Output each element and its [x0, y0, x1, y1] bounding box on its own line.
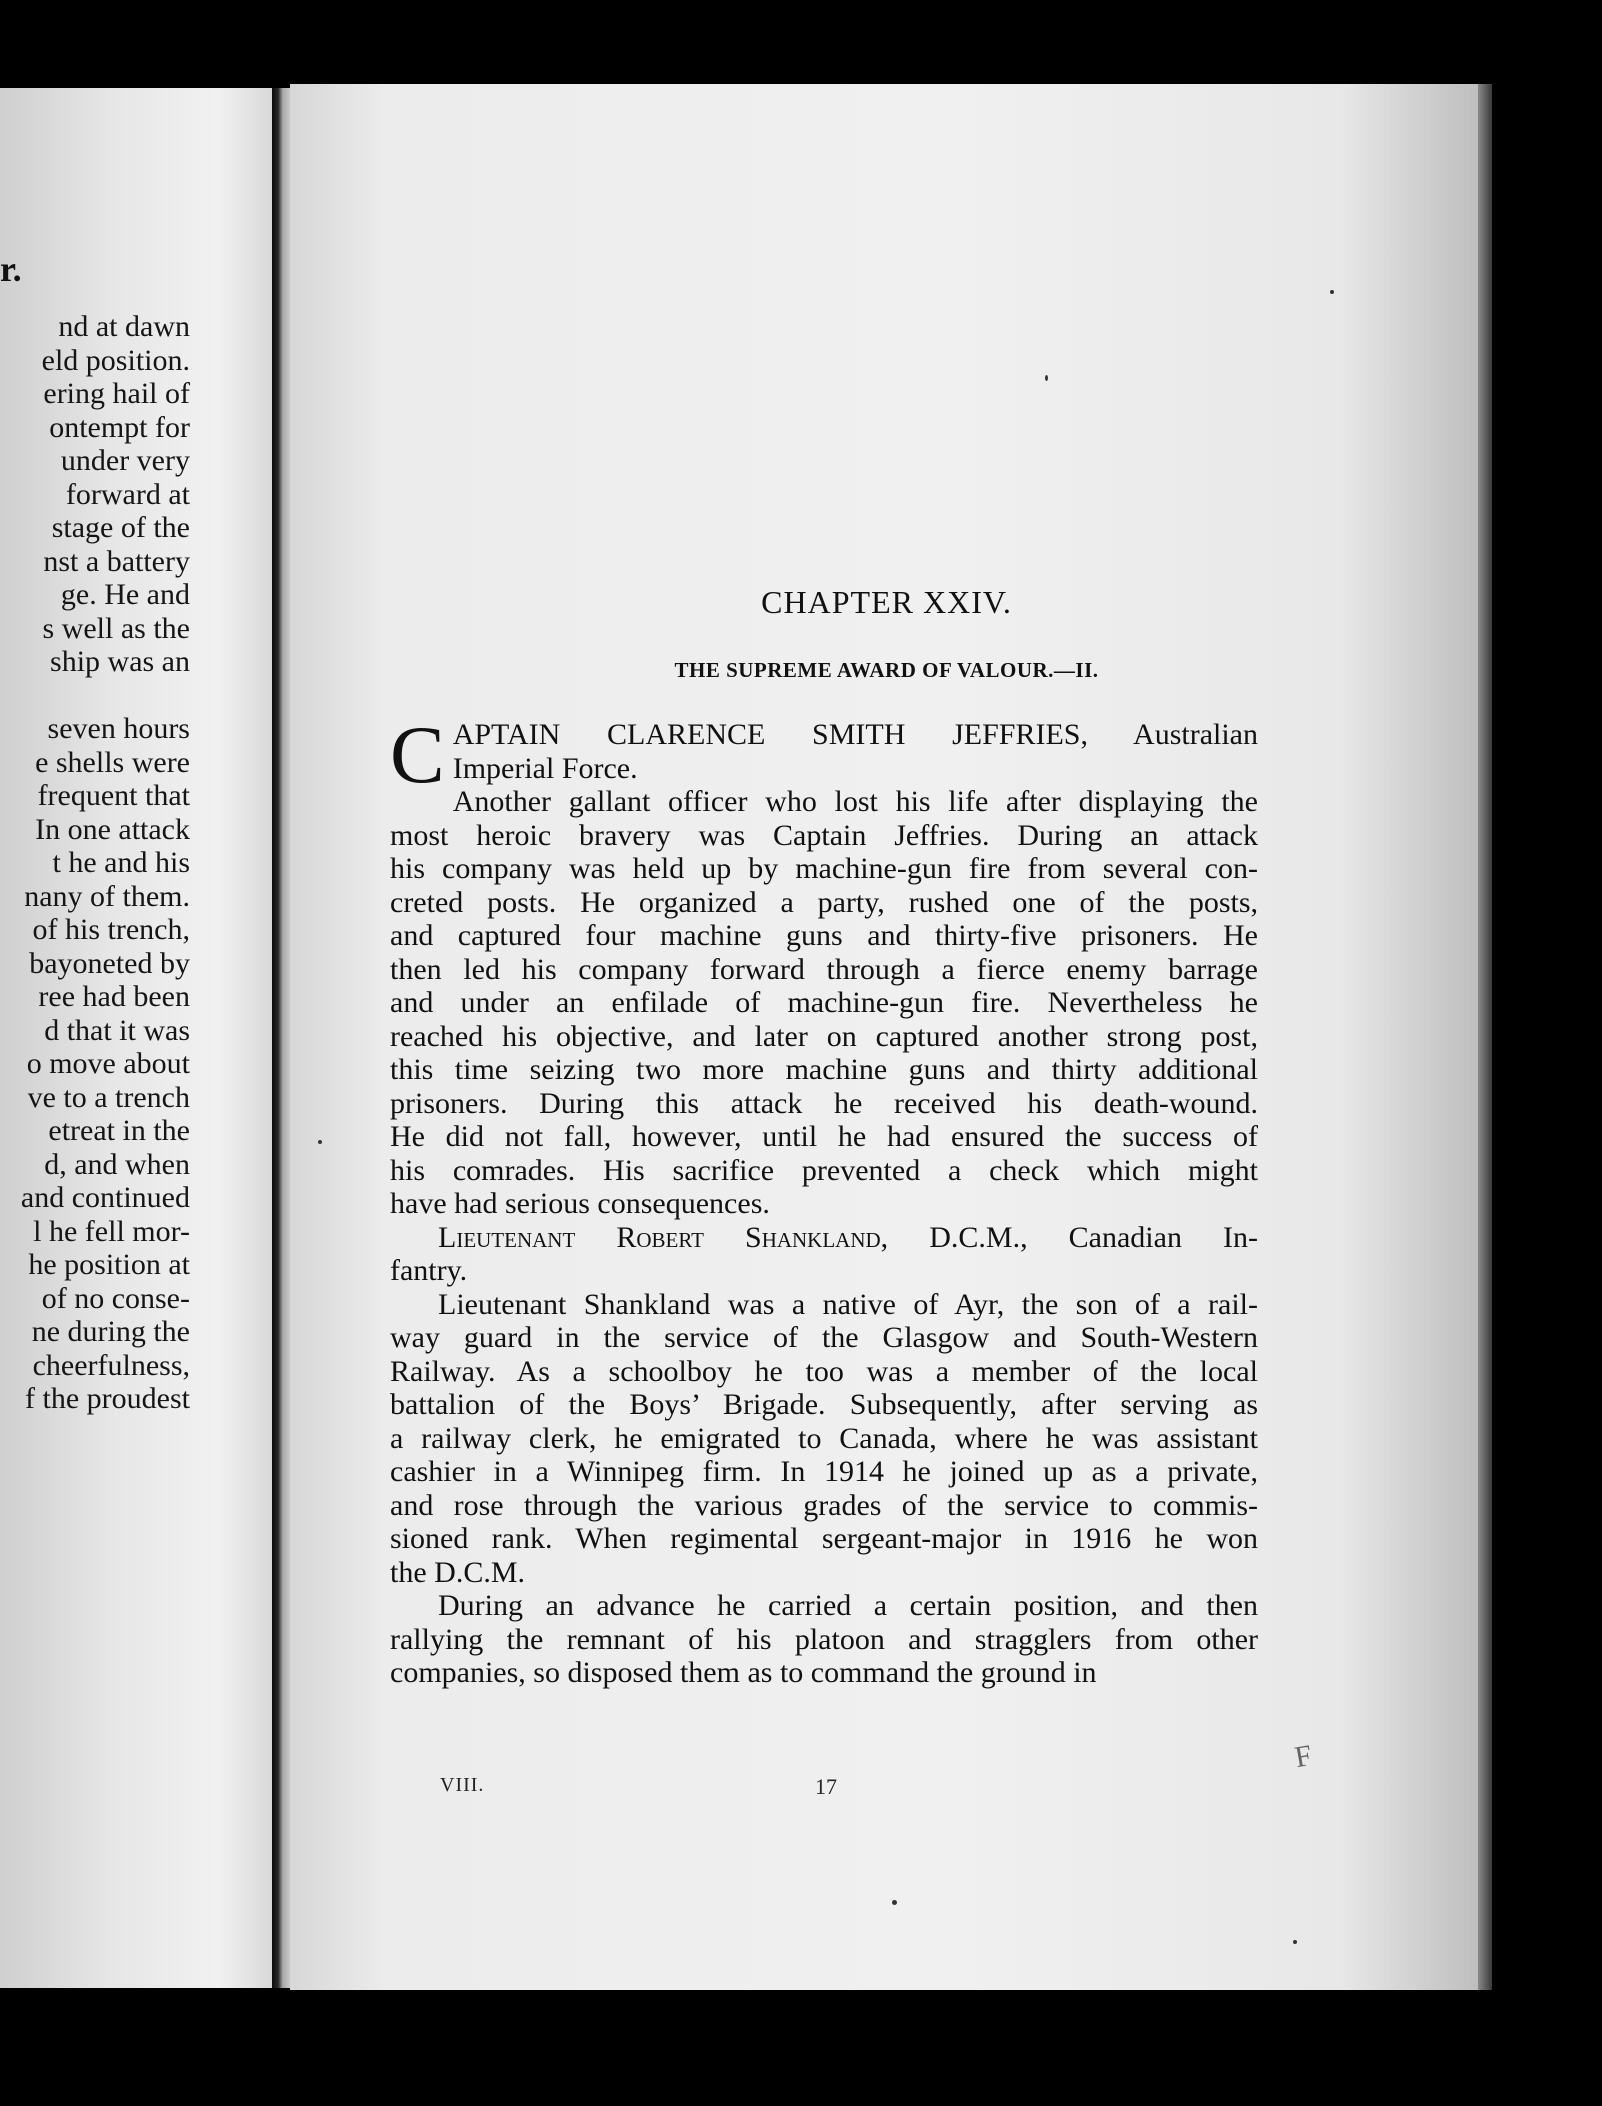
- text-line: companies, so disposed them as to command the ground in: [390, 1656, 1097, 1689]
- left-text-line: nany of them.: [24, 879, 190, 913]
- left-text-line: d that it was: [44, 1013, 190, 1047]
- left-text-line: ve to a trench: [27, 1080, 190, 1114]
- left-heading-fragment: r.: [0, 249, 22, 289]
- left-text-line: under very: [60, 444, 190, 477]
- left-text-line: ering hail of: [43, 377, 190, 410]
- text-line: Another gallant officer who lost his life after displaying the: [452, 785, 1258, 818]
- left-text-line: forward at: [65, 477, 190, 511]
- left-text-line: cheerfulness,: [32, 1348, 190, 1382]
- margin-scribble: F: [1292, 1738, 1315, 1775]
- text-line: rallying the remnant of his platoon and stragglers from other: [390, 1622, 1258, 1656]
- text-line: have had serious consequences.: [390, 1187, 770, 1220]
- section-title: THE SUPREME AWARD OF VALOUR.—II.: [674, 658, 1099, 682]
- heading-line-2: fantry.: [390, 1254, 468, 1287]
- text-line: creted posts. He organized a party, rushed one of the posts,: [390, 885, 1258, 919]
- left-text-line: f the proudest: [25, 1382, 190, 1415]
- left-text-line: t he and his: [52, 846, 190, 879]
- left-text-line: ree had been: [38, 980, 190, 1013]
- text-line: battalion of the Boys’ Brigade. Subsequently, after serving as: [390, 1388, 1258, 1421]
- heading-name: Lieutenant Robert Shankland,: [438, 1220, 889, 1254]
- text-line: Lieutenant Shankland was a native of Ayr, the son of a rail-: [438, 1287, 1258, 1321]
- left-text-line: etreat in the: [48, 1114, 190, 1147]
- left-text-line: frequent that: [37, 779, 190, 812]
- entry-shankland-paragraph-2: [390, 1589, 1258, 1690]
- text-line: cashier in a Winnipeg firm. In 1914 he joined up as a private,: [390, 1455, 1258, 1488]
- text-line: and under an enfilade of machine-gun fire. Nevertheless he: [390, 986, 1258, 1019]
- text-line: He did not fall, however, until he had ensured the success of: [390, 1120, 1258, 1153]
- heading-unit: D.C.M., Canadian In-: [888, 1220, 1259, 1254]
- left-text-line: bayoneted by: [29, 946, 190, 980]
- heading-line-2: Imperial Force.: [452, 751, 638, 785]
- chapter-title: CHAPTER XXIV.: [761, 584, 1012, 620]
- text-line: way guard in the service of the Glasgow and South-Western: [390, 1321, 1258, 1354]
- left-text-line: nd at dawn: [58, 310, 190, 343]
- text-line: his company was held up by machine-gun fire from several con-: [390, 852, 1258, 885]
- heading-unit: Australian: [1087, 718, 1259, 751]
- drop-cap: C: [390, 709, 445, 800]
- entry-shankland-heading: [390, 1221, 1258, 1288]
- ink-speck: [1330, 290, 1334, 294]
- ink-speck: [1045, 375, 1048, 381]
- text-line: and rose through the various grades of the service to commis-: [390, 1488, 1258, 1522]
- text-line: the D.C.M.: [390, 1555, 525, 1589]
- text-line: most heroic bravery was Captain Jeffries. During an attack: [390, 818, 1258, 852]
- left-text-line: seven hours: [47, 712, 190, 745]
- left-text-line: of his trench,: [32, 913, 190, 946]
- page-number: 17: [815, 1774, 837, 1799]
- main-page: [290, 84, 1483, 1990]
- facing-page-left: [0, 88, 272, 1988]
- left-text-line: stage of the: [51, 511, 190, 544]
- page-body: [390, 709, 1259, 1690]
- left-text-line: s well as the: [42, 611, 190, 645]
- left-text-line: ne during the: [31, 1315, 190, 1348]
- left-text-line: and continued: [20, 1181, 190, 1214]
- left-text-line: eld position.: [41, 343, 190, 377]
- ink-speck: [892, 1900, 897, 1905]
- left-text-line: o move about: [26, 1047, 190, 1080]
- text-line: reached his objective, and later on captured another strong post,: [390, 1019, 1258, 1053]
- book-gutter: [272, 88, 290, 1988]
- text-line: sioned rank. When regimental sergeant-major in 1916 he won: [390, 1522, 1258, 1555]
- text-line: then led his company forward through a fierce enemy barrage: [390, 952, 1258, 986]
- heading-name: APTAIN CLARENCE SMITH JEFFRIES,: [452, 718, 1088, 751]
- text-line: a railway clerk, he emigrated to Canada, where he was assistant: [390, 1421, 1258, 1455]
- left-text-line: ge. He and: [60, 578, 190, 611]
- text-line: his comrades. His sacrifice prevented a check which might: [390, 1153, 1258, 1187]
- left-text-line: of no conse-: [41, 1281, 190, 1315]
- text-line: prisoners. During this attack he received his death-wound.: [390, 1086, 1258, 1120]
- ink-speck: [318, 1140, 322, 1144]
- entry-shankland-paragraph-1: [390, 1288, 1258, 1590]
- left-text-line: e shells were: [35, 745, 190, 779]
- left-text-line: l he fell mor-: [33, 1214, 190, 1248]
- left-text-line: In one attack: [35, 812, 190, 846]
- entry-jeffries-heading: [390, 709, 1259, 800]
- signature-mark: VIII.: [440, 1774, 485, 1796]
- left-text-line: ontempt for: [49, 410, 190, 444]
- text-line: and captured four machine guns and thirty-five prisoners. He: [390, 919, 1258, 952]
- left-text-line: ship was an: [50, 645, 190, 678]
- page-edge-shadow: [1478, 84, 1492, 1990]
- heading-line: [390, 1221, 1258, 1255]
- left-text-line: nst a battery: [43, 544, 190, 578]
- ink-speck: [1293, 1940, 1297, 1944]
- text-line: Railway. As a schoolboy he too was a member of the local: [390, 1354, 1258, 1388]
- left-text-line: he position at: [28, 1248, 190, 1281]
- text-line: During an advance he carried a certain position, and then: [438, 1589, 1258, 1622]
- heading-line: [390, 718, 1258, 752]
- left-text-line: d, and when: [44, 1147, 190, 1181]
- text-line: this time seizing two more machine guns and thirty additional: [390, 1053, 1258, 1086]
- entry-jeffries-paragraph: [390, 785, 1258, 1221]
